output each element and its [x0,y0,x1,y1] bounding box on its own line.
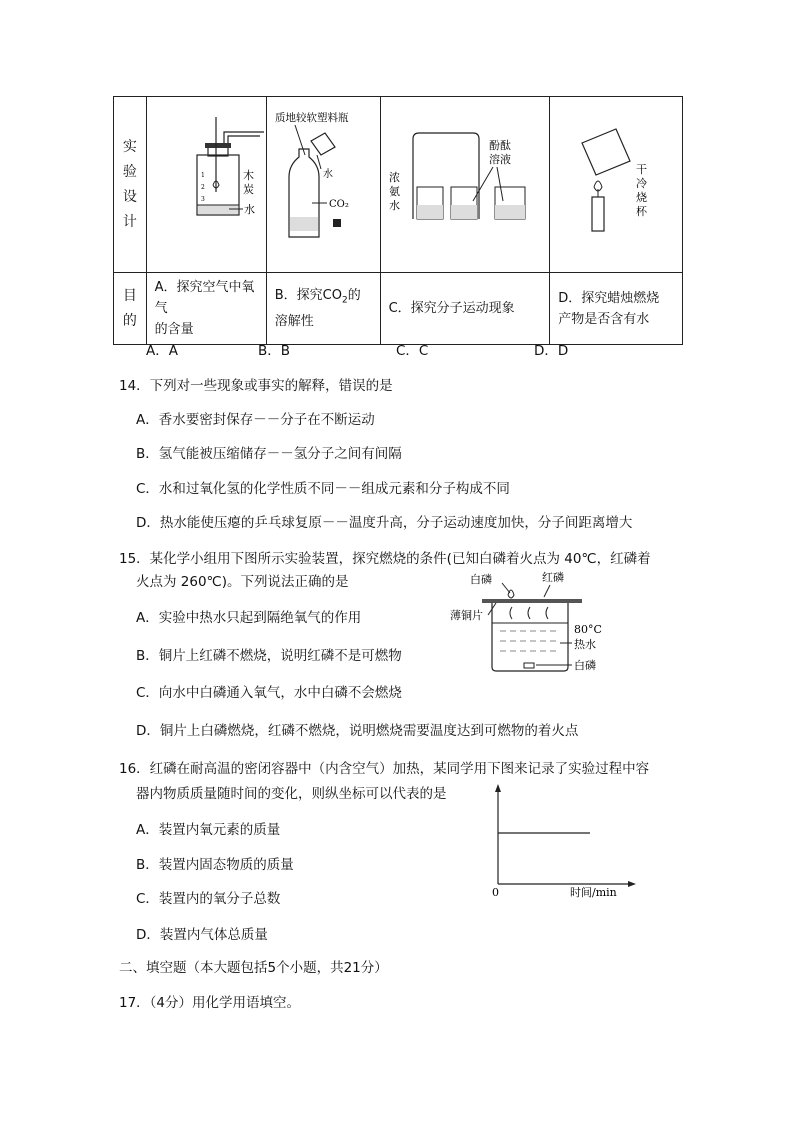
header-char: 计 [122,213,137,230]
x-axis-arrow [628,881,636,887]
figure-b-cell [266,97,380,273]
label-charcoal: 木 [242,169,254,182]
section-2-heading: 二、填空题（本大题包括5个小题，共21分） [119,960,388,976]
label-dry-cold-beaker: 杯 [636,205,648,218]
figure-d-cell [550,97,683,273]
q15-option-a[interactable]: A．实验中热水只起到隔绝氧气的作用 [136,610,362,626]
purpose-line: A．探究空气中氧气 [154,280,255,316]
label-white-phosphorus: 白磷 [470,573,492,586]
subscript: 2 [342,295,348,306]
purpose-a [146,273,266,345]
label-copper-sheet: 薄铜片 [450,609,483,622]
header-char: 验 [122,163,137,180]
q13-option-b[interactable]: B．B [258,343,291,359]
q15-option-b[interactable]: B．铜片上红磷不燃烧，说明红磷不是可燃物 [136,648,402,664]
purpose-text: B．探究CO [274,287,342,303]
label-water: 水 [322,169,333,180]
header-char: 设 [122,188,137,205]
label-co2: CO₂ [328,199,349,210]
q15-stem-line1: 15．某化学小组用下图所示实验装置，探究燃烧的条件(已知白磷着火点为 40℃，红磷着 [119,551,651,567]
header-char: 实 [122,138,137,155]
purpose-line: 产物是否含有水 [558,311,650,327]
label-plastic-bottle: 质地较软塑料瓶 [274,112,349,124]
figure-d-candle [550,97,675,268]
purpose-b [266,273,380,345]
svg-text:3: 3 [200,196,205,203]
purpose-c [380,273,550,345]
figure-b-co2-bottle [267,97,374,268]
x-axis-label: 时间/min [570,886,617,899]
row-header-purpose [114,273,147,345]
purpose-text: 的 [347,287,361,303]
purpose-line: D．探究蜡烛燃烧 [558,290,660,306]
purpose-line [275,285,372,312]
purpose-line: 溶解性 [274,314,314,330]
q14-stem: 14．下列对一些现象或事实的解释，错误的是 [119,378,393,394]
label-dry-cold-beaker: 冷 [636,177,648,190]
q16-stem-line1: 16．红磷在耐高温的密闭容器中（内含空气）加热，某同学用下图来记录了实验过程中容 [119,761,650,777]
experiment-table [113,96,683,345]
q13-option-a[interactable]: A．A [146,343,178,359]
q16-option-b[interactable]: B．装置内固态物质的质量 [136,857,294,873]
label-red-phosphorus: 红磷 [542,571,564,584]
figure-a-cell [146,97,266,273]
figure-c-molecule-motion [381,97,541,268]
label-ammonia: 浓 [388,171,400,184]
svg-text:1: 1 [200,172,205,179]
label-ammonia: 氨 [388,185,400,198]
label-temperature: 80°C [574,623,602,636]
label-dry-cold-beaker: 干 [636,163,648,176]
label-dry-cold-beaker: 烧 [636,191,648,204]
figure-a-oxygen-apparatus [147,97,260,268]
label-white-phosphorus-underwater: 白磷 [574,659,596,672]
header-char: 目 [122,287,137,304]
origin-label: 0 [492,886,499,899]
label-phenolphthalein: 酚酞 [488,139,511,152]
q16-mass-time-graph [486,784,636,902]
q15-combustion-figure [450,565,602,677]
label-ammonia: 水 [388,199,400,212]
purpose-line: C．探究分子运动现象 [388,301,515,316]
q13-option-c[interactable]: C．C [396,343,429,359]
q14-option-c[interactable]: C．水和过氧化氢的化学性质不同－－组成元素和分子构成不同 [136,481,510,497]
label-water: 水 [243,203,255,216]
q13-option-d[interactable]: D．D [534,343,569,359]
q14-option-b[interactable]: B．氢气能被压缩储存－－氢分子之间有间隔 [136,446,402,462]
q17-stem: 17．（4分）用化学用语填空。 [119,995,301,1011]
figure-c-cell [380,97,550,273]
q16-option-a[interactable]: A．装置内氧元素的质量 [136,822,281,838]
label-hot-water: 热水 [574,638,596,651]
svg-text:2: 2 [200,184,205,191]
label-phenolphthalein: 溶液 [488,153,511,166]
q15-stem-line2: 火点为 260℃)。下列说法正确的是 [136,574,349,590]
q15-option-c[interactable]: C．向水中白磷通入氧气，水中白磷不会燃烧 [136,685,402,701]
header-char: 的 [122,312,137,329]
q16-stem-line2: 器内物质质量随时间的变化，则纵坐标可以代表的是 [136,786,447,802]
q16-option-d[interactable]: D．装置内气体总质量 [136,927,268,943]
y-axis-arrow [495,784,501,792]
q16-option-c[interactable]: C．装置内的氧分子总数 [136,891,281,907]
purpose-d [550,273,683,345]
q14-option-a[interactable]: A．香水要密封保存－－分子在不断运动 [136,412,375,428]
purpose-line: 的含量 [154,322,194,337]
q14-option-d[interactable]: D．热水能使压瘪的乒乓球复原－－温度升高，分子运动速度加快，分子间距离增大 [136,515,633,531]
label-charcoal: 炭 [242,183,254,196]
row-header-design [114,97,147,273]
q15-option-d[interactable]: D．铜片上白磷燃烧，红磷不燃烧，说明燃烧需要温度达到可燃物的着火点 [136,723,579,739]
